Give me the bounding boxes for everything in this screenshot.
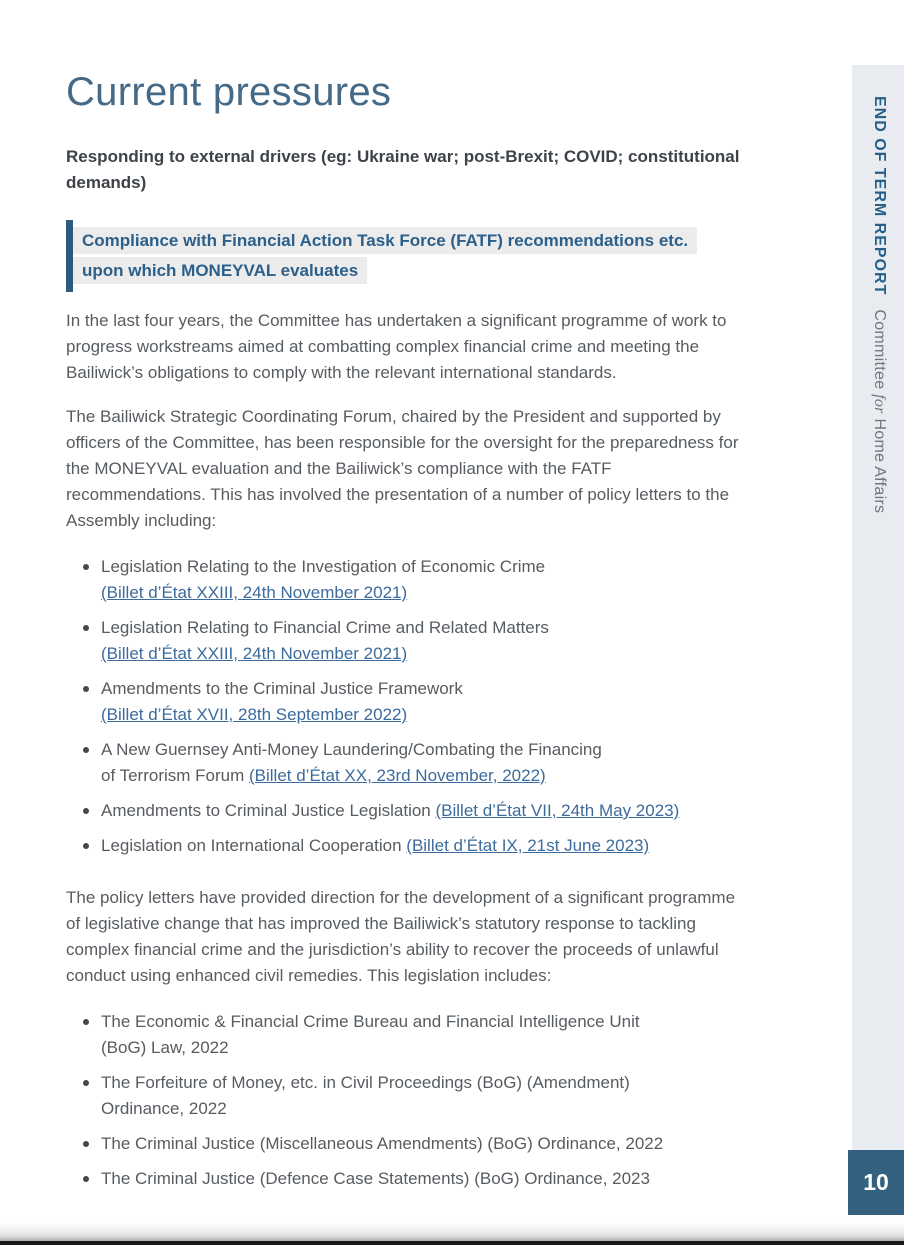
list-item-text: of Terrorism Forum — [101, 766, 249, 785]
billet-link[interactable]: (Billet d’État VII, 24th May 2023) — [435, 801, 680, 820]
list-item — [66, 1009, 742, 1061]
list-item — [66, 1070, 742, 1122]
list-item-text: Amendments to the Criminal Justice Framework — [101, 679, 463, 698]
list-item — [66, 737, 742, 789]
callout-line-2: upon which MONEYVAL evaluates — [73, 257, 367, 284]
list-item — [66, 798, 742, 824]
billet-link[interactable]: (Billet d’État XVII, 28th September 2022) — [101, 705, 408, 724]
paragraph-intro: In the last four years, the Committee has undertaken a significant programme of work to progress workstreams aimed at combatting complex financial crime and meeting the Bailiwick’s obligations to comply with the relevant international standards. — [66, 311, 727, 382]
list-item — [66, 554, 742, 606]
list-item-text: The Criminal Justice (Defence Case Statements) (BoG) Ordinance, 2023 — [101, 1169, 650, 1188]
sidebar-vertical-banner — [870, 96, 888, 513]
list-item-text: The Economic & Financial Crime Bureau and Financial Intelligence Unit — [101, 1012, 640, 1031]
list-item-text: Legislation on International Cooperation — [101, 836, 407, 855]
list-item — [66, 676, 742, 728]
callout-line-1: Compliance with Financial Action Task Force (FATF) recommendations etc. — [73, 227, 697, 254]
page-bottom-edge — [0, 1241, 904, 1245]
committee-label-for: for — [871, 394, 888, 414]
section-subtitle: Responding to external drivers (eg: Ukraine war; post-Brexit; COVID; constitutional demands) — [66, 147, 740, 192]
billet-link[interactable]: (Billet d’État IX, 21st June 2023) — [406, 836, 650, 855]
list-item-text: The Criminal Justice (Miscellaneous Amendments) (BoG) Ordinance, 2022 — [101, 1134, 664, 1153]
page-number-box — [848, 1150, 904, 1215]
billet-link[interactable]: (Billet d’État XX, 23rd November, 2022) — [249, 766, 546, 785]
list-item-text: Ordinance, 2022 — [101, 1099, 227, 1118]
paragraph-legislation: The policy letters have provided direction for the development of a significant programme of legislative change that has improved the Bailiwick’s statutory response to tackling complex financial crime and the jurisdiction’s ability to recover the proceeds of unlawful conduct using enhanced civil remedies. This legislation includes: — [66, 888, 736, 985]
list-item — [66, 615, 742, 667]
list-item — [66, 833, 742, 859]
list-item-text: Amendments to Criminal Justice Legislation — [101, 801, 436, 820]
list-item-text: A New Guernsey Anti-Money Laundering/Combating the Financing — [101, 740, 602, 759]
list-item-text: Legislation Relating to Financial Crime and Related Matters — [101, 618, 549, 637]
paragraph-forum: The Bailiwick Strategic Coordinating Forum, chaired by the President and supported by officers of the Committee, has been responsible for the oversight for the preparedness for the MONEYVAL evaluation and the Bailiwick’s compliance with the FATF recommendations. This has involved the presentation of a number of policy letters to the Assembly including: — [66, 407, 739, 530]
page-bottom-shadow — [0, 1222, 904, 1241]
list-item — [66, 1131, 742, 1157]
list-item — [66, 1166, 742, 1192]
billet-link[interactable]: (Billet d’État XXIII, 24th November 2021) — [101, 583, 408, 602]
list-item-text: Legislation Relating to the Investigation of Economic Crime — [101, 557, 546, 576]
policy-letters-list — [66, 554, 742, 859]
report-title-label: END OF TERM REPORT — [871, 96, 888, 296]
committee-label: Committee for Home Affairs — [871, 309, 888, 514]
page-title: Current pressures — [66, 70, 392, 114]
main-content — [66, 0, 742, 1201]
callout-box — [66, 220, 742, 292]
legislation-list — [66, 1009, 742, 1192]
billet-link[interactable]: (Billet d’État XXIII, 24th November 2021) — [101, 644, 408, 663]
list-item-text: The Forfeiture of Money, etc. in Civil Proceedings (BoG) (Amendment) — [101, 1073, 630, 1092]
list-item-text: (BoG) Law, 2022 — [101, 1038, 229, 1057]
page-number: 10 — [863, 1169, 889, 1195]
